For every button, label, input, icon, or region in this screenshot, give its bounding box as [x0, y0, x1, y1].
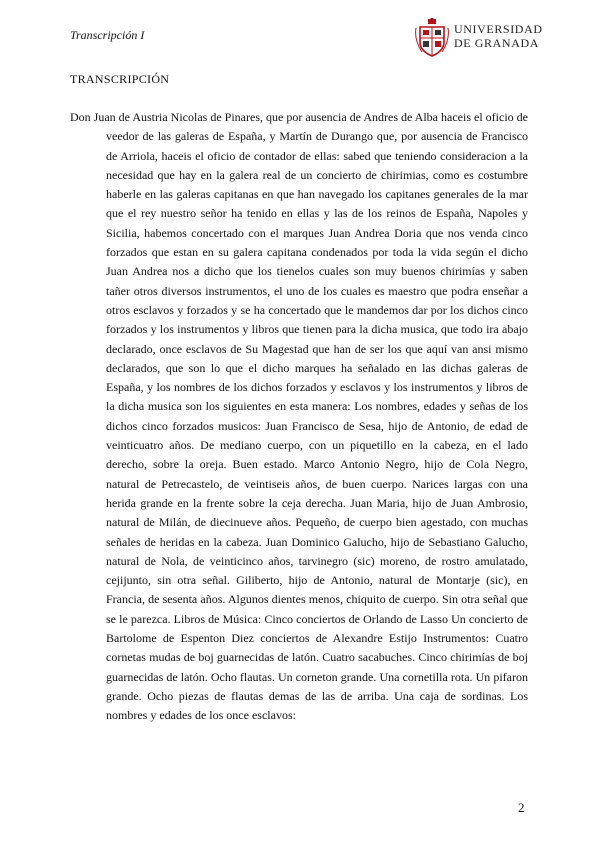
section-title: TRANSCRIPCIÓN	[70, 72, 170, 86]
university-logo	[414, 18, 559, 58]
running-header-title: Transcripción I	[70, 28, 145, 42]
logo-line-1: UNIVERSIDAD	[454, 22, 543, 36]
logo-line-2: DE GRANADA	[454, 36, 539, 50]
university-crest-icon	[414, 18, 450, 58]
transcription-paragraph: Don Juan de Austria Nicolas de Pinares, que por ausencia de Andres de Alba haceis el oficio de veedor de las galeras de España, y Martín de Durango que, por ausencia de Francisco de Arriola, haceis el oficio de contador de ellas: sabed que teniendo consideracion a la necesidad que hay en la galera real de un concierto de chirimias, como es costumbre haberle en las galeras capitanas en que han navegado los capitanes generales de la mar que el rey nuestro señor ha tenido en ellas y las de los reinos de España, Napoles y Sicilia, habemos concertado con el marques Juan Andrea Doria que nos venda cinco forzados que estan en su galera capitana condenados por toda la vida según el dicho Juan Andrea nos a dicho que los tienelos cuales son muy buenos chirimías y saben tañer otros diversos instrumentos, el uno de los cuales es maestro que podra enseñar a otros esclavos y forzados y se ha concertado que le mandemos dar por los dichos cinco forzados y los instrumentos y libros que tienen para la dicha musica, que todo ira abajo declarado, once esclavos de Su Magestad que han de ser los que aquí van ansi mismo declarados, que son lo que el dicho marques ha señalado en las dichas galeras de España, y los nombres de los dichos forzados y esclavos y los instrumentos y libros de la dicha musica son los siguientes en esta manera: Los nombres, edades y señas de los dichos cinco forzados musicos: Juan Francisco de Sesa, hijo de Antonio, de edad de veinticuatro años. De mediano cuerpo, con un piquetillo en la cabeza, en el lado derecho, sobre la oreja. Buen estado. Marco Antonio Negro, hijo de Cola Negro, natural de Petrecastelo, de veintiseis años, de buen cuerpo. Narices largas con una herida grande en la frente sobre la ceja derecha. Juan Maria, hijo de Juan Ambrosio, natural de Milán, de diecinueve años. Pequeño, de cuerpo bien agestado, con muchas señales de heridas en la cabeza. Juan Dominico Galucho, hijo de Sebastiano Galucho, natural de Nola, de veinticinco años, tarvinegro (sic) moreno, de rostro amulatado, cejijunto, sin otra señal. Giliberto, hijo de Antonio, natural de Montarje (sic), en Francia, de sesenta años. Algunos dientes menos, chiquito de cuerpo. Sin otra señal que se le parezca. Libros de Música: Cinco conciertos de Orlando de Lasso Un concierto de Bartolome de Espenton Diez conciertos de Alexandre Estijo Instrumentos: Cuatro cornetas mudas de boj guarnecidas de latón. Cuatro sacabuches. Cinco chirimías de boj guarnecidas de latón. Ocho flautas. Un corneton grande. Una cornetilla rota. Un pifaron grande. Ocho piezas de flautas demas de las de arriba. Una caja de sordinas. Los nombres y edades de los once esclavos:	[70, 110, 528, 723]
page-number: 2	[518, 800, 525, 815]
